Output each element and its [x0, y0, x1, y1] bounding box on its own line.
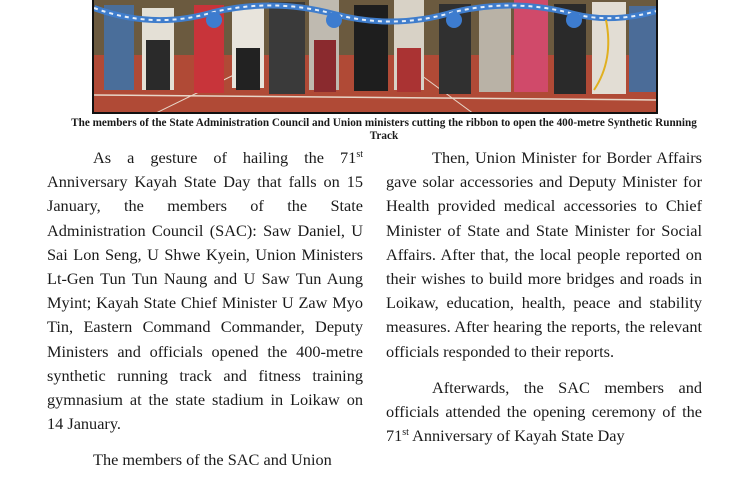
- article-column-left: [47, 146, 363, 485]
- article-column-right: [386, 146, 702, 460]
- photo-caption: The members of the State Administration Council and Union ministers cutting the ribbon to open the 400-metre Synthetic Running Track: [71, 117, 697, 142]
- paragraph: As a gesture of hailing the 71st Anniversary Kayah State Day that falls on 15 January, the members of the State Administration Council (SAC): Saw Daniel, U Sai Lon Seng, U Shwe Kyein, Union Ministers Lt-Gen Tun Tun Naung and U Saw Tun Aung Myint; Kayah State Chief Minister U Zaw Myo Tin, Eastern Command Commander, Deputy Ministers and officials opened the 400-metre synthetic running track and fitness training gymnasium at the state stadium in Loikaw on 14 January.: [47, 148, 363, 434]
- ceremony-photo-image: [94, 0, 658, 114]
- paragraph: Then, Union Minister for Border Affairs gave solar accessories and Deputy Minister for Health provided medical accessories to Chief Minister of State and State Minister for Social Affairs. After that, the local people reported on their wishes to build more bridges and roads in Loikaw, education, health, peace and stability measures. After hearing the reports, the relevant officials responded to their reports.: [386, 148, 702, 361]
- paragraph: Afterwards, the SAC members and officials attended the opening ceremony of the 71st Anniversary of Kayah State Day: [386, 377, 702, 446]
- ceremony-photo: [92, 0, 658, 114]
- paragraph: The members of the SAC and Union: [93, 450, 332, 470]
